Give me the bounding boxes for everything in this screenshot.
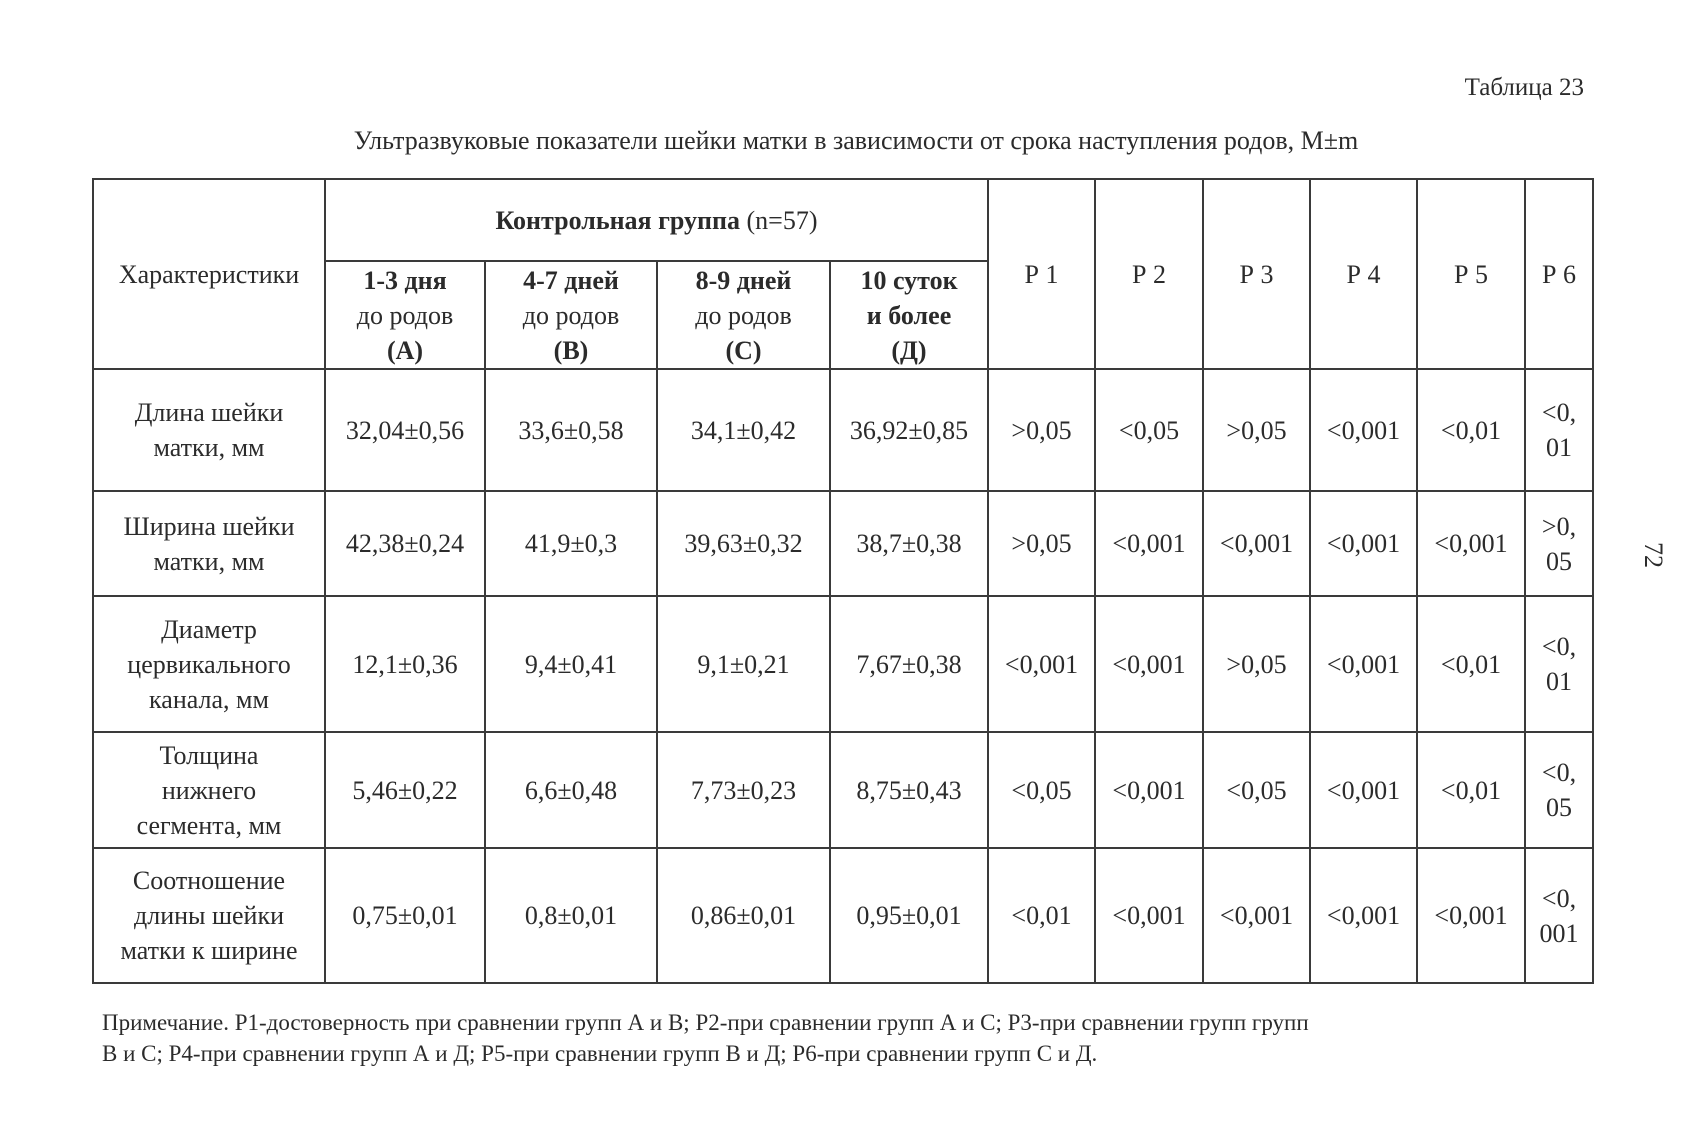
p6-line: >0, bbox=[1541, 511, 1577, 541]
value-cell-b: 0,8±0,01 bbox=[485, 848, 657, 983]
header-col-a-line1: 1-3 дня bbox=[363, 265, 447, 295]
value-cell-a: 32,04±0,56 bbox=[325, 369, 485, 491]
table-row bbox=[93, 848, 1593, 983]
row-characteristic bbox=[93, 848, 325, 983]
row-name-line: нижнего bbox=[161, 775, 257, 805]
p1-cell: <0,01 bbox=[988, 848, 1095, 983]
note-line: В и С; Р4-при сравнении групп А и Д; Р5-при сравнении групп В и Д; Р6-при сравнении групп С и Д. bbox=[102, 1041, 1098, 1066]
p4-cell: <0,001 bbox=[1310, 491, 1417, 596]
row-name-line: цервикального bbox=[127, 649, 291, 679]
value-cell-c: 34,1±0,42 bbox=[657, 369, 830, 491]
p2-cell: <0,05 bbox=[1095, 369, 1203, 491]
p3-cell: <0,001 bbox=[1203, 848, 1310, 983]
header-control-group-n: (n=57) bbox=[740, 205, 818, 235]
value-cell-b: 33,6±0,58 bbox=[485, 369, 657, 491]
p4-cell: <0,001 bbox=[1310, 369, 1417, 491]
value-cell-b: 6,6±0,48 bbox=[485, 732, 657, 848]
p2-cell: <0,001 bbox=[1095, 596, 1203, 732]
p6-line: <0, bbox=[1541, 758, 1577, 787]
value-cell-d: 0,95±0,01 bbox=[830, 848, 988, 983]
header-p6: Р 6 bbox=[1525, 179, 1593, 369]
p5-cell: <0,01 bbox=[1417, 369, 1525, 491]
p6-line: 01 bbox=[1546, 667, 1572, 696]
header-control-group bbox=[325, 179, 988, 261]
header-col-d-line1: 10 суток bbox=[860, 265, 958, 295]
value-cell-a: 5,46±0,22 bbox=[325, 732, 485, 848]
value-cell-c: 9,1±0,21 bbox=[657, 596, 830, 732]
row-name-line: Толщина bbox=[159, 740, 259, 770]
value-cell-c: 39,63±0,32 bbox=[657, 491, 830, 596]
header-col-a-line2: до родов bbox=[356, 300, 454, 330]
p6-line: 001 bbox=[1539, 918, 1579, 948]
row-characteristic bbox=[93, 596, 325, 732]
data-table bbox=[92, 178, 1594, 984]
header-col-d bbox=[830, 261, 988, 369]
p1-cell: >0,05 bbox=[988, 491, 1095, 596]
value-cell-c: 0,86±0,01 bbox=[657, 848, 830, 983]
p6-line: 05 bbox=[1546, 546, 1572, 576]
p3-cell: <0,001 bbox=[1203, 491, 1310, 596]
row-characteristic bbox=[93, 369, 325, 491]
p5-cell: <0,01 bbox=[1417, 732, 1525, 848]
p6-line: 01 bbox=[1546, 433, 1572, 462]
p6-cell bbox=[1525, 369, 1593, 491]
value-cell-a: 42,38±0,24 bbox=[325, 491, 485, 596]
row-name-line: длины шейки bbox=[133, 901, 285, 930]
table-note bbox=[102, 1007, 1582, 1069]
p5-cell: <0,001 bbox=[1417, 848, 1525, 983]
row-characteristic bbox=[93, 491, 325, 596]
p4-cell: <0,001 bbox=[1310, 596, 1417, 732]
value-cell-a: 12,1±0,36 bbox=[325, 596, 485, 732]
table-row bbox=[93, 596, 1593, 732]
table-row bbox=[93, 491, 1593, 596]
row-name-line: Диаметр bbox=[161, 614, 257, 644]
table-label: Таблица 23 bbox=[1464, 74, 1584, 101]
value-cell-d: 7,67±0,38 bbox=[830, 596, 988, 732]
p5-cell: <0,01 bbox=[1417, 596, 1525, 732]
p6-cell bbox=[1525, 596, 1593, 732]
header-p1: Р 1 bbox=[988, 179, 1095, 369]
p6-line: 05 bbox=[1546, 793, 1572, 822]
value-cell-c: 7,73±0,23 bbox=[657, 732, 830, 848]
p2-cell: <0,001 bbox=[1095, 732, 1203, 848]
p6-line: <0, bbox=[1541, 632, 1577, 661]
p3-cell: >0,05 bbox=[1203, 369, 1310, 491]
table-row bbox=[93, 732, 1593, 848]
row-name-line: Ширина шейки bbox=[123, 511, 295, 541]
row-name-line: сегмента, мм bbox=[136, 810, 282, 840]
table-row bbox=[93, 369, 1593, 491]
header-p2: Р 2 bbox=[1095, 179, 1203, 369]
p6-cell bbox=[1525, 732, 1593, 848]
header-col-c bbox=[657, 261, 830, 369]
p6-cell bbox=[1525, 491, 1593, 596]
row-name-line: матки, мм bbox=[153, 546, 265, 576]
p2-cell: <0,001 bbox=[1095, 491, 1203, 596]
p2-cell: <0,001 bbox=[1095, 848, 1203, 983]
row-name-line: канала, мм bbox=[149, 684, 269, 714]
header-p4: Р 4 bbox=[1310, 179, 1417, 369]
p1-cell: <0,001 bbox=[988, 596, 1095, 732]
p6-line: <0, bbox=[1541, 398, 1577, 427]
header-characteristics: Характеристики bbox=[93, 179, 325, 369]
value-cell-d: 36,92±0,85 bbox=[830, 369, 988, 491]
header-col-b-line3: (В) bbox=[553, 335, 589, 365]
value-cell-a: 0,75±0,01 bbox=[325, 848, 485, 983]
row-characteristic bbox=[93, 732, 325, 848]
value-cell-b: 41,9±0,3 bbox=[485, 491, 657, 596]
header-p5: Р 5 bbox=[1417, 179, 1525, 369]
header-col-b-line1: 4-7 дней bbox=[523, 265, 619, 295]
p6-line: <0, bbox=[1541, 883, 1577, 913]
header-col-c-line3: (С) bbox=[725, 335, 762, 365]
header-col-c-line1: 8-9 дней bbox=[695, 265, 792, 295]
header-col-d-line2: и более bbox=[866, 300, 952, 330]
row-name-line: Длина шейки bbox=[134, 398, 284, 427]
value-cell-d: 8,75±0,43 bbox=[830, 732, 988, 848]
header-p3: Р 3 bbox=[1203, 179, 1310, 369]
value-cell-b: 9,4±0,41 bbox=[485, 596, 657, 732]
note-line: Примечание. Р1-достоверность при сравнении групп А и В; Р2-при сравнении групп А и С; Р3-при сравнении групп групп bbox=[102, 1010, 1309, 1035]
header-row-group bbox=[93, 179, 1593, 261]
header-col-b-line2: до родов bbox=[522, 300, 620, 330]
p1-cell: <0,05 bbox=[988, 732, 1095, 848]
header-col-d-line3: (Д) bbox=[891, 335, 927, 365]
p3-cell: <0,05 bbox=[1203, 732, 1310, 848]
header-col-c-line2: до родов bbox=[695, 300, 792, 330]
p1-cell: >0,05 bbox=[988, 369, 1095, 491]
row-name-line: матки к ширине bbox=[120, 936, 298, 965]
header-control-group-label: Контрольная группа bbox=[495, 205, 741, 235]
p4-cell: <0,001 bbox=[1310, 848, 1417, 983]
p5-cell: <0,001 bbox=[1417, 491, 1525, 596]
p6-cell bbox=[1525, 848, 1593, 983]
table-title: Ультразвуковые показатели шейки матки в зависимости от срока наступления родов, M±m bbox=[353, 126, 1359, 155]
p4-cell: <0,001 bbox=[1310, 732, 1417, 848]
value-cell-d: 38,7±0,38 bbox=[830, 491, 988, 596]
header-col-a bbox=[325, 261, 485, 369]
row-name-line: матки, мм bbox=[153, 433, 265, 462]
p3-cell: >0,05 bbox=[1203, 596, 1310, 732]
header-col-a-line3: (А) bbox=[386, 335, 424, 365]
header-col-b bbox=[485, 261, 657, 369]
page-number: 72 bbox=[1639, 542, 1668, 568]
row-name-line: Соотношение bbox=[132, 866, 286, 895]
